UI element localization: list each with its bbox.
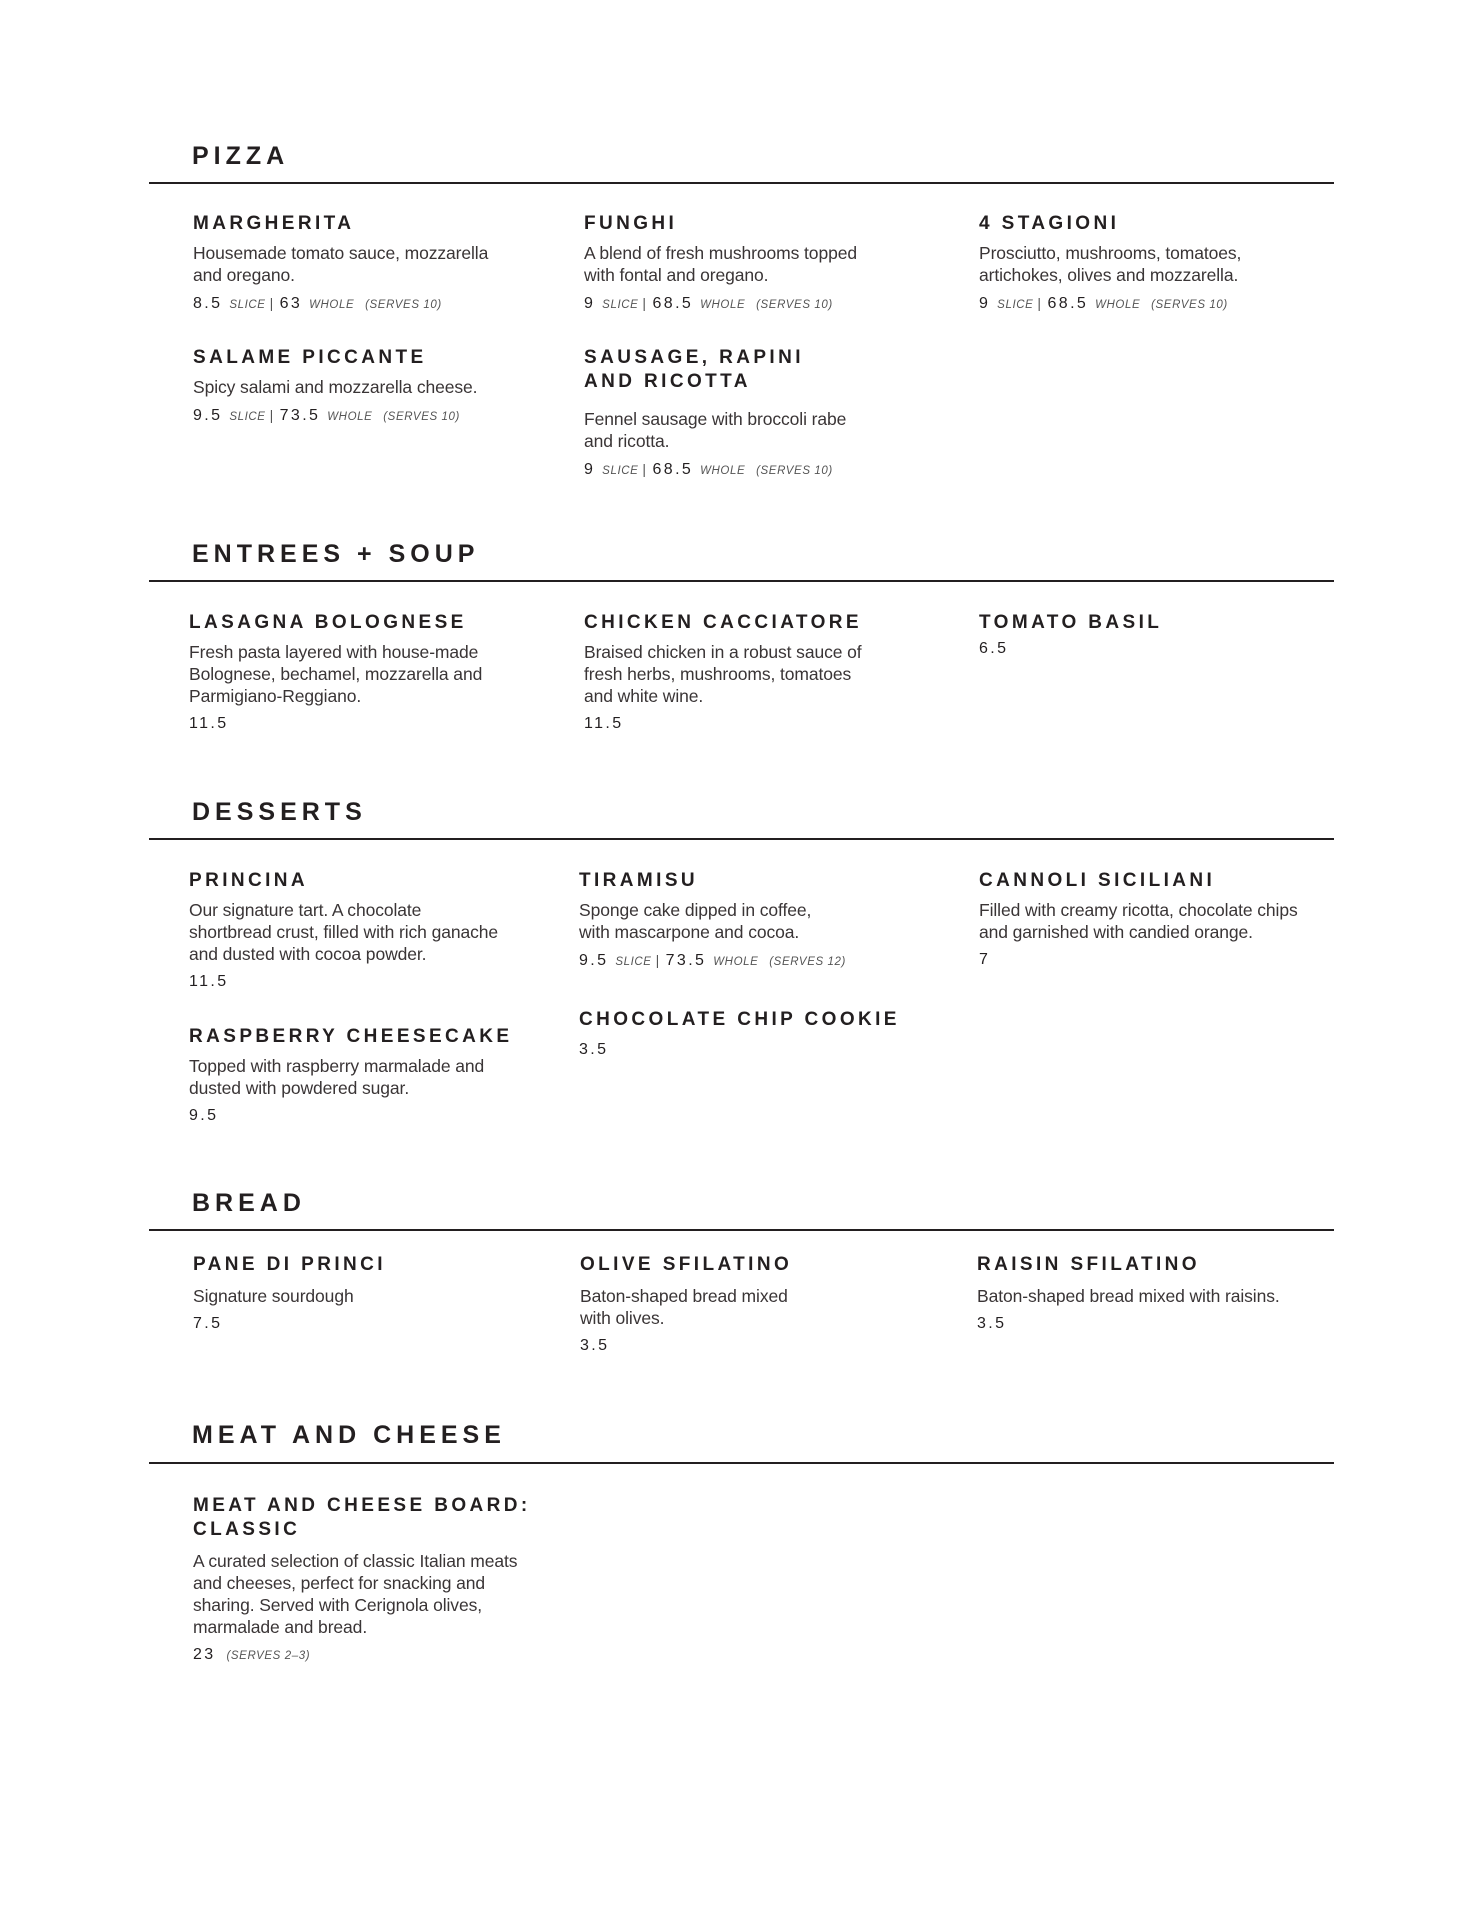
item-description: Spicy salami and mozzarella cheese.	[193, 377, 478, 397]
item-description: Fennel sausage with broccoli rabe and ricotta.	[584, 409, 847, 451]
price-separator: |	[269, 295, 276, 311]
section-title-bread: BREAD	[192, 1189, 306, 1217]
menu-item-chicken-cacciatore	[584, 611, 934, 734]
section-title-meat-and-cheese: MEAT AND CHEESE	[192, 1421, 506, 1449]
menu-item-olive-sfilatino	[580, 1253, 930, 1356]
slice-label: SLICE	[615, 956, 652, 968]
price-separator: |	[642, 295, 649, 311]
item-name: 4 STAGIONI	[979, 213, 1120, 234]
item-name: PANE DI PRINCI	[193, 1254, 386, 1275]
price-whole: 68.5	[1047, 295, 1089, 312]
item-price: 11.5	[189, 973, 229, 990]
item-price: 11.5	[584, 715, 624, 732]
menu-item-meat-cheese-board-classic	[193, 1494, 573, 1666]
price-slice: 9.5	[193, 407, 223, 424]
item-description: A curated selection of classic Italian meats and cheeses, perfect for snacking and sharing. Served with Cerignola olives, marmalade and bread.	[193, 1551, 518, 1637]
item-description: Braised chicken in a robust sauce of fresh herbs, mushrooms, tomatoes and white wine.	[584, 642, 862, 706]
item-price: 11.5	[189, 715, 229, 732]
item-price	[584, 459, 934, 481]
serves-label: (SERVES 12)	[769, 956, 846, 968]
item-name: OLIVE SFILATINO	[580, 1254, 793, 1275]
item-name: PRINCINA	[189, 870, 309, 891]
item-description: Our signature tart. A chocolate shortbread crust, filled with rich ganache and dusted with cocoa powder.	[189, 900, 499, 964]
item-name: MARGHERITA	[193, 213, 355, 234]
item-description: Filled with creamy ricotta, chocolate chips and garnished with candied orange.	[979, 900, 1298, 942]
price-slice: 9	[584, 295, 596, 312]
price-separator: |	[1037, 295, 1044, 311]
section-divider	[149, 182, 1334, 184]
item-name: LASAGNA BOLOGNESE	[189, 612, 467, 633]
menu-item-pane-di-princi	[193, 1253, 543, 1334]
item-name: CANNOLI SICILIANI	[979, 870, 1216, 891]
price-slice: 9	[584, 461, 596, 478]
menu-item-raisin-sfilatino	[977, 1253, 1327, 1334]
menu-item-margherita	[193, 212, 543, 315]
item-name: CHICKEN CACCIATORE	[584, 612, 862, 633]
section-divider	[149, 1229, 1334, 1231]
serves-label: (SERVES 10)	[756, 465, 833, 477]
whole-label: WHOLE	[309, 299, 355, 311]
item-price	[579, 950, 929, 972]
section-divider	[149, 1462, 1334, 1464]
item-description: Fresh pasta layered with house-made Bolognese, bechamel, mozzarella and Parmigiano-Reggiano.	[189, 642, 483, 706]
price-slice: 9.5	[579, 952, 609, 969]
item-name: FUNGHI	[584, 213, 678, 234]
item-price: 9.5	[189, 1107, 219, 1124]
whole-label: WHOLE	[327, 411, 373, 423]
serves-label: (SERVES 10)	[365, 299, 442, 311]
item-price: 3.5	[579, 1041, 609, 1058]
menu-item-lasagna-bolognese	[189, 611, 539, 734]
item-price: 7	[979, 951, 991, 968]
price-whole: 68.5	[652, 295, 694, 312]
price-separator: |	[269, 407, 276, 423]
menu-item-sausage-rapini-ricotta	[584, 346, 934, 481]
item-description: Topped with raspberry marmalade and dusted with powdered sugar.	[189, 1056, 485, 1098]
item-description: Sponge cake dipped in coffee, with mascarpone and cocoa.	[579, 900, 812, 942]
section-divider	[149, 838, 1334, 840]
price-slice: 9	[979, 295, 991, 312]
item-name: CHOCOLATE CHIP COOKIE	[579, 1009, 900, 1030]
whole-label: WHOLE	[1095, 299, 1141, 311]
item-price: 3.5	[977, 1315, 1007, 1332]
menu-item-princina	[189, 869, 539, 992]
whole-label: WHOLE	[700, 299, 746, 311]
item-description: Baton-shaped bread mixed with olives.	[580, 1286, 788, 1328]
item-name: TOMATO BASIL	[979, 612, 1163, 633]
slice-label: SLICE	[602, 299, 639, 311]
item-price	[193, 1645, 573, 1666]
price-separator: |	[642, 461, 649, 477]
section-title-entrees-soup: ENTREES + SOUP	[192, 540, 480, 568]
serves-label: (SERVES 10)	[1151, 299, 1228, 311]
item-description: Prosciutto, mushrooms, tomatoes, artichokes, olives and mozzarella.	[979, 243, 1242, 285]
serves-label: (SERVES 10)	[756, 299, 833, 311]
menu-item-cannoli-siciliani	[979, 869, 1329, 970]
item-price: 3.5	[580, 1337, 610, 1354]
item-name: SAUSAGE, RAPINI AND RICOTTA	[584, 347, 804, 392]
price-whole: 63	[279, 295, 303, 312]
serves-label: (SERVES 10)	[383, 411, 460, 423]
item-price	[584, 293, 934, 315]
item-name: RASPBERRY CHEESECAKE	[189, 1026, 513, 1047]
whole-label: WHOLE	[700, 465, 746, 477]
price-whole: 73.5	[665, 952, 707, 969]
section-title-desserts: DESSERTS	[192, 798, 367, 826]
item-price: 7.5	[193, 1315, 223, 1332]
menu-item-4-stagioni	[979, 212, 1329, 315]
item-price	[193, 293, 543, 315]
item-description: A blend of fresh mushrooms topped with fontal and oregano.	[584, 243, 857, 285]
slice-label: SLICE	[997, 299, 1034, 311]
item-name: TIRAMISU	[579, 870, 699, 891]
menu-item-salame-piccante	[193, 346, 543, 427]
slice-label: SLICE	[229, 299, 266, 311]
price-separator: |	[655, 952, 662, 968]
slice-label: SLICE	[602, 465, 639, 477]
price-slice: 8.5	[193, 295, 223, 312]
item-price	[193, 405, 543, 427]
item-name: SALAME PICCANTE	[193, 347, 427, 368]
section-title-pizza: PIZZA	[192, 142, 290, 170]
item-price: 6.5	[979, 640, 1009, 657]
menu-item-raspberry-cheesecake	[189, 1025, 539, 1126]
slice-label: SLICE	[229, 411, 266, 423]
item-name: RAISIN SFILATINO	[977, 1254, 1200, 1275]
item-description: Baton-shaped bread mixed with raisins.	[977, 1286, 1280, 1306]
item-price	[979, 293, 1329, 315]
item-description: Signature sourdough	[193, 1286, 354, 1306]
serves-label: (SERVES 2–3)	[226, 1650, 311, 1662]
section-divider	[149, 580, 1334, 582]
price-whole: 73.5	[279, 407, 321, 424]
whole-label: WHOLE	[713, 956, 759, 968]
price-whole: 68.5	[652, 461, 694, 478]
price: 23	[193, 1646, 216, 1663]
menu-item-funghi	[584, 212, 934, 315]
menu-item-tiramisu	[579, 869, 929, 972]
item-name: MEAT AND CHEESE BOARD: CLASSIC	[193, 1495, 531, 1540]
menu-item-tomato-basil	[979, 611, 1329, 659]
menu-item-chocolate-chip-cookie	[579, 1008, 929, 1060]
item-description: Housemade tomato sauce, mozzarella and oregano.	[193, 243, 489, 285]
